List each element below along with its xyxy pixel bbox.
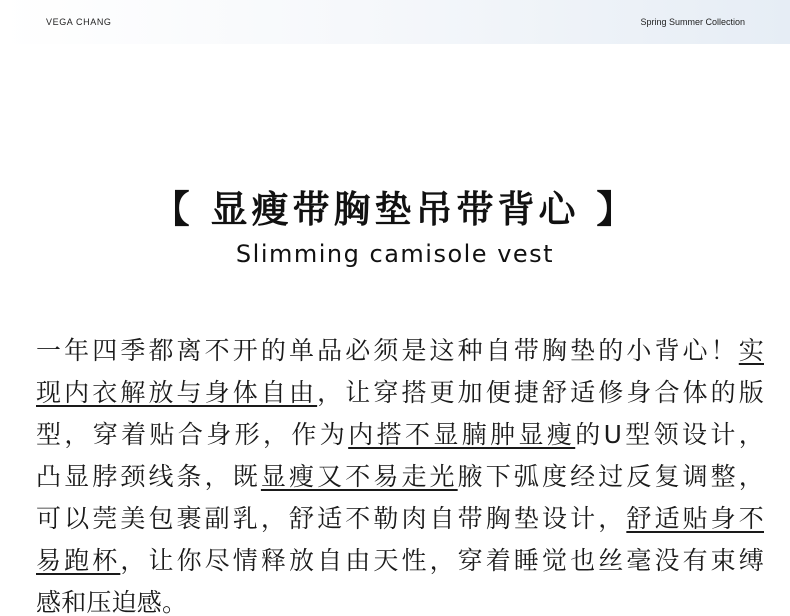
text-segment: 型，穿着贴合身形，作为 — [36, 420, 349, 449]
text-segment: 感和压迫感。 — [36, 588, 188, 616]
underlined-segment: 显瘦又不易走光 — [260, 462, 458, 491]
description-line — [36, 498, 764, 540]
product-title-chinese: 【 显瘦带胸垫吊带背心 】 — [152, 188, 638, 231]
underlined-segment: 舒适贴身不 — [626, 504, 764, 533]
text-segment: ，让穿搭更加便捷舒适修身合体的版 — [317, 378, 764, 407]
text-segment: ，让你尽情释放自由天性，穿着睡觉也丝毫没有束缚 — [120, 546, 764, 575]
brand-name: VEGA CHANG — [46, 17, 112, 27]
text-segment: 凸显脖颈线条，既 — [36, 462, 261, 491]
product-description — [36, 330, 764, 616]
text-segment: 一年四季都离不开的单品必须是这种自带胸垫的小背心！ — [36, 336, 739, 365]
underlined-segment: 内搭不显腩肿显瘦 — [348, 420, 576, 449]
description-line — [36, 582, 764, 616]
underlined-segment: 现内衣解放与身体自由 — [36, 378, 318, 407]
product-title-english: Slimming camisole vest — [235, 240, 555, 268]
underlined-segment: 实 — [738, 336, 764, 365]
collection-label: Spring Summer Collection — [640, 17, 745, 27]
description-line — [36, 330, 764, 372]
text-segment: 可以莞美包裹副乳，舒适不勒肉自带胸垫设计， — [36, 504, 627, 533]
text-segment: 腋下弧度经过反复调整， — [457, 462, 764, 491]
description-line — [36, 456, 764, 498]
description-line — [36, 540, 764, 582]
text-segment: 的U型领设计， — [575, 420, 765, 449]
description-line — [36, 372, 764, 414]
underlined-segment: 易跑杯 — [36, 546, 121, 575]
description-line — [36, 414, 764, 456]
